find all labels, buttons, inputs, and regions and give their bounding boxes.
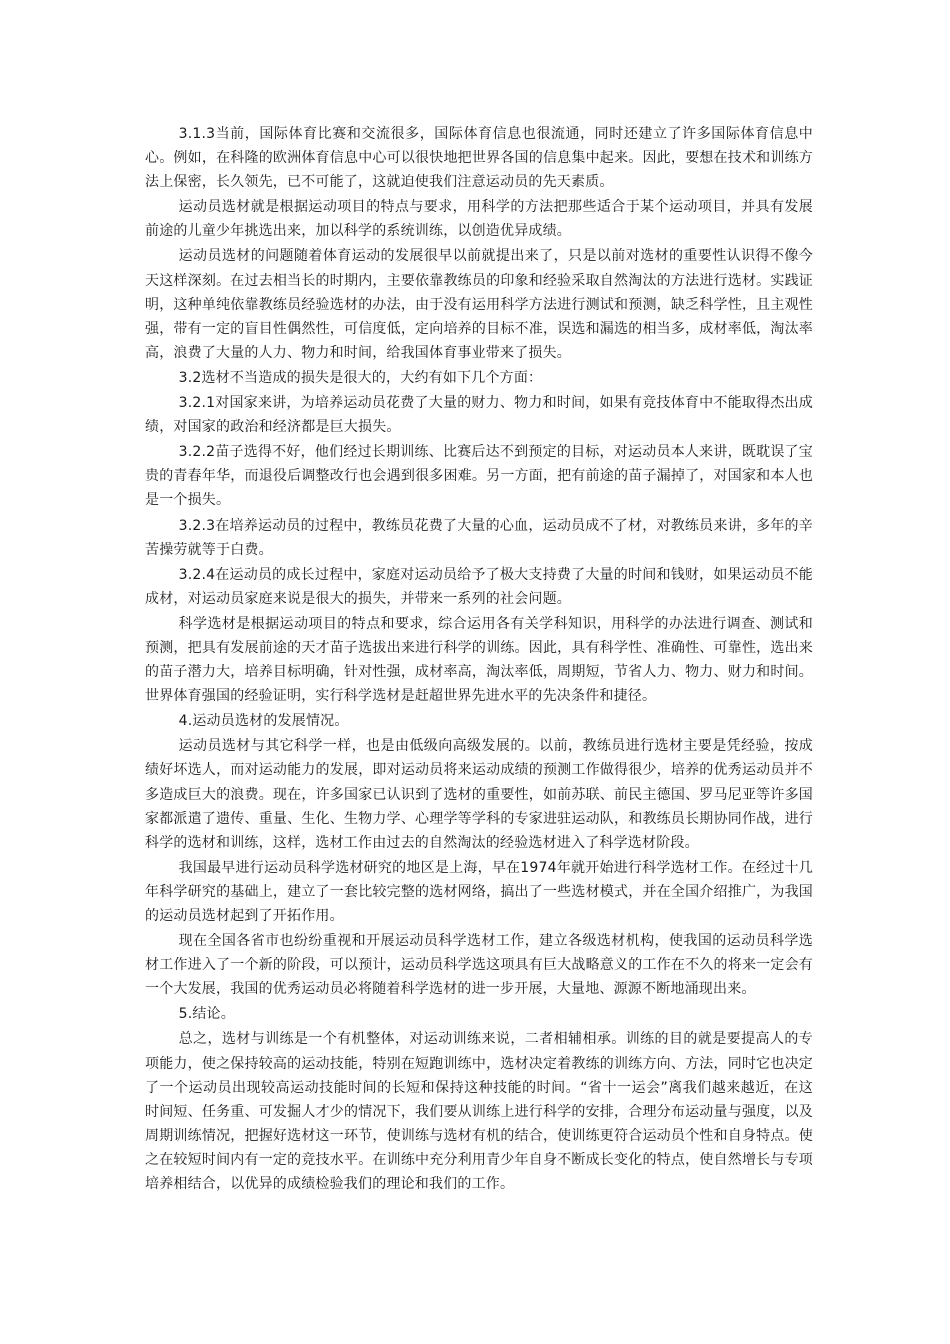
- paragraph-shanghai: 我国最早进行运动员科学选材研究的地区是上海，早在1974年就开始进行科学选材工作。在经过十几年科学研究的基础上，建立了一套比较完整的选材网络，搞出了一些选材模式，并在全国介绍推广，为我国的运动员选材起到了开拓作用。: [145, 859, 813, 924]
- paragraph-3-2: 3.2选材不当造成的损失是很大的，大约有如下几个方面：: [178, 369, 543, 386]
- paragraph-development: 运动员选材与其它科学一样，也是由低级向高级发展的。以前，教练员进行选材主要是凭经验，按成绩好坏选人，而对运动能力的发展，即对运动员将来运动成绩的预测工作做得很少，培养的优秀运动员并不多造成巨大的浪费。现在，许多国家已认识到了选材的重要性，如前苏联、前民主德国、罗马尼亚等许多国家都派遣了遗传、重量、生化、生物力学、心理学等学科的专家进驻运动队，和教练员长期协同作战，进行科学的选材和训练，这样，选材工作由过去的自然淘汰的经验选材进入了科学选材阶段。: [145, 738, 813, 851]
- paragraph-3-1-3: 3.1.3当前，国际体育比赛和交流很多，国际体育信息也很流通，同时还建立了许多国际体育信息中心。例如，在科隆的欧洲体育信息中心可以很快地把世界各国的信息集中起来。因此，要想在技术和训练方法上保密，长久领先，已不可能了，这就迫使我们注意运动员的先天素质。: [145, 126, 813, 191]
- paragraph-3-2-4: 3.2.4在运动员的成长过程中，家庭对运动员给予了极大支持费了大量的时间和钱财，如果运动员不能成材，对运动员家庭来说是很大的损失，并带来一系列的社会问题。: [145, 566, 813, 607]
- paragraph-scientific-selection: 科学选材是根据运动项目的特点和要求，综合运用各有关学科知识，用科学的办法进行调查、测试和预测，把具有发展前途的天才苗子选拔出来进行科学的训练。因此，具有科学性、准确性、可靠性，选出来的苗子潜力大，培养目标明确，针对性强，成材率高，淘汰率低，周期短，节省人力、物力、财力和时间。世界体育强国的经验证明，实行科学选材是赶超世界先进水平的先决条件和捷径。: [145, 615, 813, 705]
- paragraph-selection-definition: 运动员选材就是根据运动项目的特点与要求，用科学的方法把那些适合于某个运动项目，并具有发展前途的儿童少年挑选出来，加以科学的系统训练，以创造优异成绩。: [145, 199, 813, 240]
- paragraph-nationwide: 现在全国各省市也纷纷重视和开展运动员科学选材工作，建立各级选材机构，使我国的运动员科学选材工作进入了一个新的阶段，可以预计，运动员科学选这项具有巨大战略意义的工作在不久的将来一定会有一个大发展，我国的优秀运动员必将随着科学选材的进一步开展，大量地、源源不断地涌现出来。: [145, 933, 813, 998]
- paragraph-3-2-2: 3.2.2苗子选得不好，他们经过长期训练、比赛后达不到预定的目标，对运动员本人来讲，既耽误了宝贵的青春年华，而退役后调整改行也会遇到很多困难。另一方面，把有前途的苗子漏掉了，对国家和本人也是一个损失。: [145, 444, 813, 509]
- section-heading-5: 5.结论。: [178, 1006, 235, 1023]
- section-heading-4: 4.运动员选材的发展情况。: [178, 713, 349, 730]
- paragraph-conclusion: 总之，选材与训练是一个有机整体，对运动训练来说，二者相辅相承。训练的目的就是要提高人的专项能力，使之保持较高的运动技能，特别在短跑训练中，选材决定着教练的训练方向、方法，同时它也决定了一个运动员出现较高运动技能时间的长短和保持这种技能的时间。“省十一运会”离我们越来越近，在这时间短、任务重、可发掘人才少的情况下，我们要从训练上进行科学的安排，合理分布运动量与强度，以及周期训练情况，把握好选材这一环节，使训练与选材有机的结合，使训练更符合运动员个性和自身特点。使之在较短时间内有一定的竞技水平。在训练中充分利用青少年自身不断成长变化的特点，使自然增长与专项培养相结合，以优异的成绩检验我们的理论和我们的工作。: [145, 1031, 813, 1193]
- paragraph-selection-history: 运动员选材的问题随着体育运动的发展很早以前就提出来了，只是以前对选材的重要性认识得不像今天这样深刻。在过去相当长的时期内，主要依靠教练员的印象和经验采取自然淘汰的方法进行选材。实践证明，这种单纯依靠教练员经验选材的办法，由于没有运用科学方法进行测试和预测，缺乏科学性，且主观性强，带有一定的盲目性偶然性，可信度低，定向培养的目标不准，误选和漏选的相当多，成材率低，淘汰率高，浪费了大量的人力、物力和时间，给我国体育事业带来了损失。: [145, 248, 813, 361]
- paragraph-3-2-1: 3.2.1对国家来讲，为培养运动员花费了大量的财力、物力和时间，如果有竞技体育中不能取得杰出成绩，对国家的政治和经济都是巨大损失。: [145, 395, 813, 436]
- document-body: [145, 122, 813, 1197]
- paragraph-3-2-3: 3.2.3在培养运动员的过程中，教练员花费了大量的心血，运动员成不了材，对教练员来讲，多年的辛苦操劳就等于白费。: [145, 517, 813, 558]
